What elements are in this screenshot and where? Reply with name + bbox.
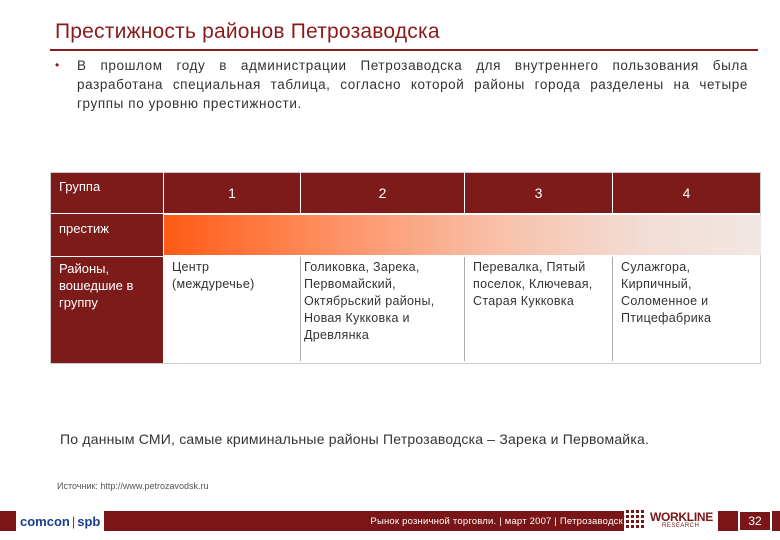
crime-note: По данным СМИ, самые криминальные районы Петрозаводска – Зарека и Первомайка. xyxy=(60,431,650,447)
header-divider xyxy=(464,173,465,213)
group-header-1: 1 xyxy=(164,173,300,213)
cell-divider xyxy=(612,257,613,361)
row-label-districts: Районы, вошедшие в группу xyxy=(59,261,134,310)
footer-caption: Рынок розничной торговли. | март 2007 | Петрозаводск xyxy=(370,516,623,527)
group-header-3: 3 xyxy=(465,173,612,213)
comcon-logo-text: comcon xyxy=(20,513,70,529)
workline-logo-sub: RESEARCH xyxy=(662,523,700,529)
title-rule xyxy=(50,49,758,51)
workline-logo xyxy=(624,507,718,535)
districts-group-1: Центр (междуречье) xyxy=(172,260,255,291)
header-divider xyxy=(300,173,301,213)
prestige-table xyxy=(50,172,761,364)
districts-group-4: Сулажгора, Кирпичный, Соломенное и Птицефабрика xyxy=(621,260,712,325)
header-divider xyxy=(163,173,164,213)
cell-divider xyxy=(464,257,465,361)
row-divider xyxy=(51,256,760,257)
comcon-logo xyxy=(16,511,104,531)
workline-logo-text: WORKLINE xyxy=(650,510,713,524)
header-divider xyxy=(612,173,613,213)
intro-text: В прошлом году в администрации Петрозаводска для внутреннего пользования была разработана специальная таблица, согласно которой районы города разделены на четыре группы по уровню престижности. xyxy=(77,58,748,111)
row-label-group: Группа xyxy=(59,179,101,194)
footer xyxy=(0,507,780,540)
workline-grid-icon xyxy=(626,510,646,530)
group-header-4: 4 xyxy=(613,173,760,213)
districts-group-3: Перевалка, Пятый поселок, Ключевая, Старая Кукковка xyxy=(473,260,593,308)
source-line: Источник: http://www.petrozavodsk.ru xyxy=(57,481,209,491)
comcon-logo-spb: spb xyxy=(77,513,101,529)
page-number: 32 xyxy=(738,510,772,532)
group-header-2: 2 xyxy=(301,173,464,213)
districts-group-2: Голиковка, Зарека, Первомайский, Октябрьский районы, Новая Кукковка и Древлянка xyxy=(304,260,435,342)
row-divider xyxy=(51,213,760,214)
bullet-icon: • xyxy=(55,58,60,72)
prestige-gradient-bar xyxy=(164,215,761,255)
intro-bullet xyxy=(55,56,748,113)
slide-title: Престижность районов Петрозаводска xyxy=(55,20,440,43)
cell-divider xyxy=(300,257,301,361)
row-label-prestige: престиж xyxy=(59,221,109,236)
comcon-logo-sep: | xyxy=(71,513,76,529)
